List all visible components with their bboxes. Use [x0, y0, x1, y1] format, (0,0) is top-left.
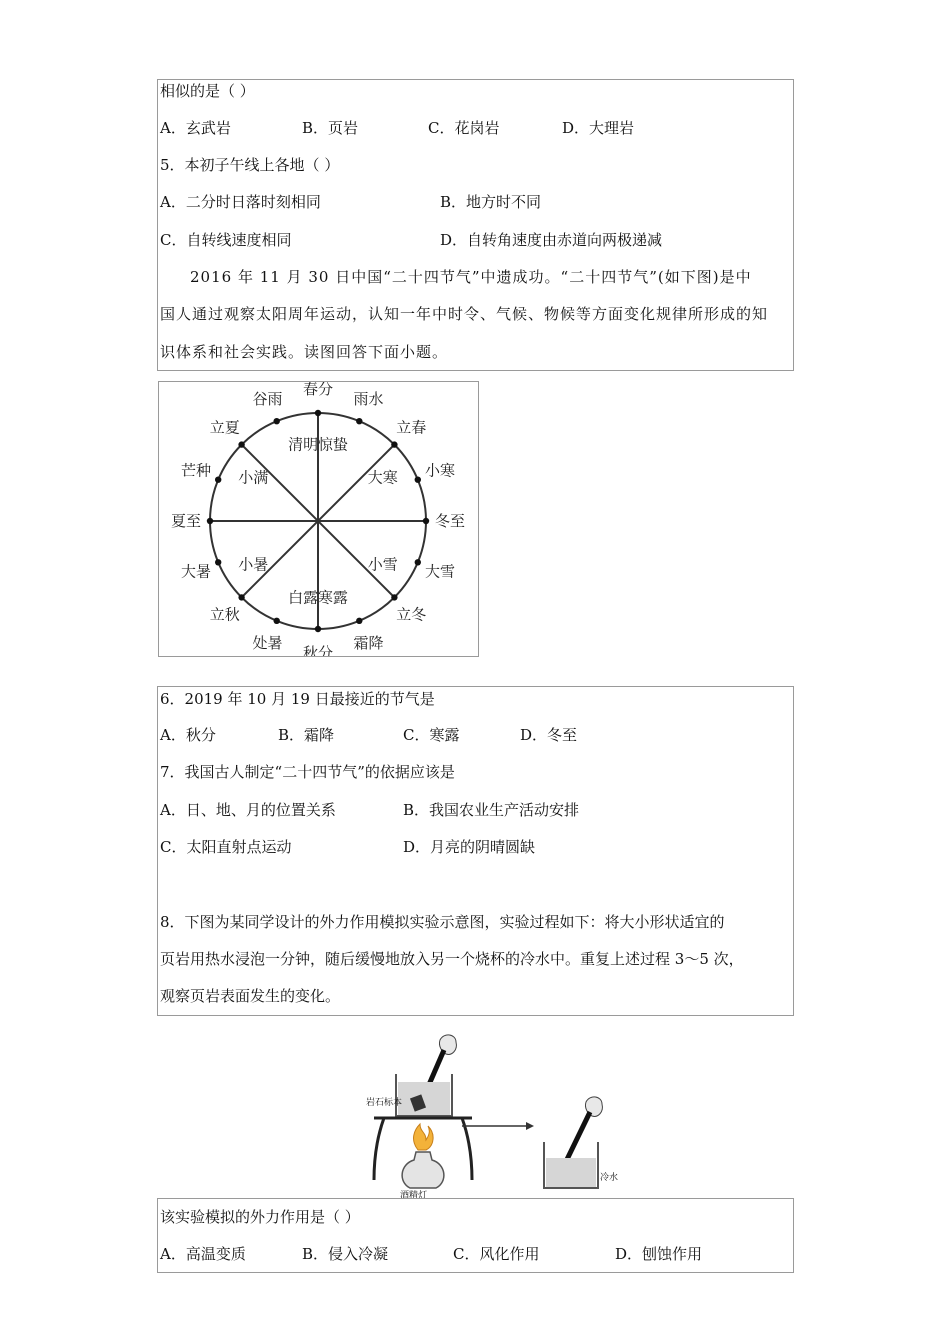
term-label-outer-16: 谷雨	[252, 390, 283, 408]
term-dot-16	[274, 418, 280, 424]
q6-option-d: D．冬至	[520, 726, 578, 744]
experiment-figure	[360, 1030, 620, 1200]
term-label-outer-9: 秋分	[302, 644, 334, 656]
term-label-outer-8: 霜降	[353, 634, 384, 652]
q5-option-c: C．自转线速度相同	[160, 231, 292, 249]
q7-option-c: C．太阳直射点运动	[160, 838, 292, 856]
q6-option-b: B．霜降	[278, 726, 335, 744]
q5-option-d: D．自转角速度由赤道向两极递减	[440, 231, 663, 249]
term-label-outer-11: 立秋	[209, 605, 240, 624]
q8-option-c: C．风化作用	[453, 1245, 540, 1263]
q8-option-b: B．侵入冷凝	[302, 1245, 389, 1263]
term-dot-11	[238, 594, 244, 600]
beaker-right-water	[546, 1158, 596, 1188]
term-label-outer-3: 立春	[396, 418, 427, 437]
q7-option-b: B．我国农业生产活动安排	[403, 801, 580, 819]
term-dot-8	[356, 618, 362, 624]
term-dot-15	[238, 441, 244, 447]
beaker-left-water	[398, 1082, 450, 1116]
term-dot-2	[356, 418, 362, 424]
term-dot-14	[215, 477, 221, 483]
term-label-outer-13: 夏至	[170, 512, 202, 530]
term-dot-6	[415, 559, 421, 565]
term-dot-9	[315, 626, 321, 632]
term-dot-1	[315, 410, 321, 416]
q8-stem: 该实验模拟的外力作用是（ ）	[160, 1208, 360, 1226]
term-label-inner-1: 清明	[288, 435, 319, 454]
q5-option-a: A．二分时日落时刻相同	[160, 193, 321, 211]
term-label-outer-4: 小寒	[424, 461, 456, 480]
term-label-outer-1: 春分	[302, 382, 334, 398]
term-label-outer-12: 大暑	[180, 562, 212, 581]
term-dot-10	[274, 618, 280, 624]
solar-terms-diagram	[159, 382, 478, 656]
q4-option-b: B．页岩	[302, 119, 359, 137]
term-dot-4	[415, 477, 421, 483]
term-dot-3	[391, 441, 397, 447]
term-label-inner-6: 白露	[288, 588, 319, 607]
q8-line-3: 观察页岩表面发生的变化。	[160, 987, 341, 1005]
term-label-inner-2: 惊蛰	[317, 435, 348, 454]
term-label-outer-10: 处暑	[252, 634, 283, 652]
q4-tail: 相似的是（ ）	[160, 82, 255, 100]
q8-line-2: 页岩用热水浸泡一分钟，随后缓慢地放入另一个烧杯的冷水中。重复上述过程 3～5 次，	[160, 950, 744, 968]
term-dot-13	[207, 518, 213, 524]
q5-option-b: B．地方时不同	[440, 193, 542, 211]
q5-stem: 5．本初子午线上各地（ ）	[160, 156, 340, 174]
flame-icon	[414, 1124, 434, 1150]
solar-terms-figure	[158, 381, 479, 657]
term-dot-12	[215, 559, 221, 565]
q4-option-d: D．大理岩	[562, 119, 635, 137]
term-label-inner-8: 小满	[238, 468, 269, 487]
term-label-inner-3: 大寒	[367, 468, 398, 487]
q7-option-a: A．日、地、月的位置关系	[160, 801, 336, 819]
lamp-label: 酒精灯	[400, 1191, 428, 1200]
term-label-inner-5: 寒露	[317, 588, 348, 607]
term-dot-7	[391, 594, 397, 600]
q4-option-c: C．花岗岩	[428, 119, 500, 137]
rock-label: 岩石标本	[366, 1098, 403, 1108]
tripod-leg-left	[374, 1118, 384, 1180]
intro-line-1: 2016 年 11 月 30 日中国“二十四节气”中遗成功。“二十四节气”(如下图)是中	[190, 268, 752, 286]
term-label-outer-14: 芒种	[180, 461, 212, 480]
term-label-outer-7: 立冬	[396, 605, 427, 624]
term-label-outer-6: 大雪	[424, 562, 456, 581]
q7-stem: 7．我国古人制定“二十四节气”的依据应该是	[160, 763, 455, 781]
term-label-inner-7: 小暑	[238, 555, 269, 574]
intro-line-2: 国人通过观察太阳周年运动，认知一年中时令、气候、物候等方面变化规律所形成的知	[160, 305, 769, 323]
tripod-leg-right	[462, 1118, 472, 1180]
q8-line-1: 8．下图为某同学设计的外力作用模拟实验示意图，实验过程如下：将大小形状适宜的	[160, 913, 725, 931]
q8-option-d: D．刨蚀作用	[615, 1245, 703, 1263]
q6-stem: 6．2019 年 10 月 19 日最接近的节气是	[160, 690, 435, 708]
arrow-head-icon	[526, 1122, 534, 1130]
q4-option-a: A．玄武岩	[160, 119, 231, 137]
intro-line-3: 识体系和社会实践。读图回答下面小题。	[160, 343, 449, 361]
q6-option-c: C．寒露	[403, 726, 460, 744]
term-label-outer-5: 冬至	[434, 512, 466, 530]
q8-option-a: A．高温变质	[160, 1245, 246, 1263]
q6-option-a: A．秋分	[160, 726, 216, 744]
water-label: 冷水	[600, 1173, 619, 1183]
term-label-outer-2: 雨水	[353, 390, 384, 408]
term-dot-5	[423, 518, 429, 524]
term-label-outer-15: 立夏	[209, 418, 240, 437]
alcohol-lamp	[402, 1152, 444, 1188]
term-label-inner-4: 小雪	[367, 555, 398, 574]
q7-option-d: D．月亮的阴晴圆缺	[403, 838, 536, 856]
